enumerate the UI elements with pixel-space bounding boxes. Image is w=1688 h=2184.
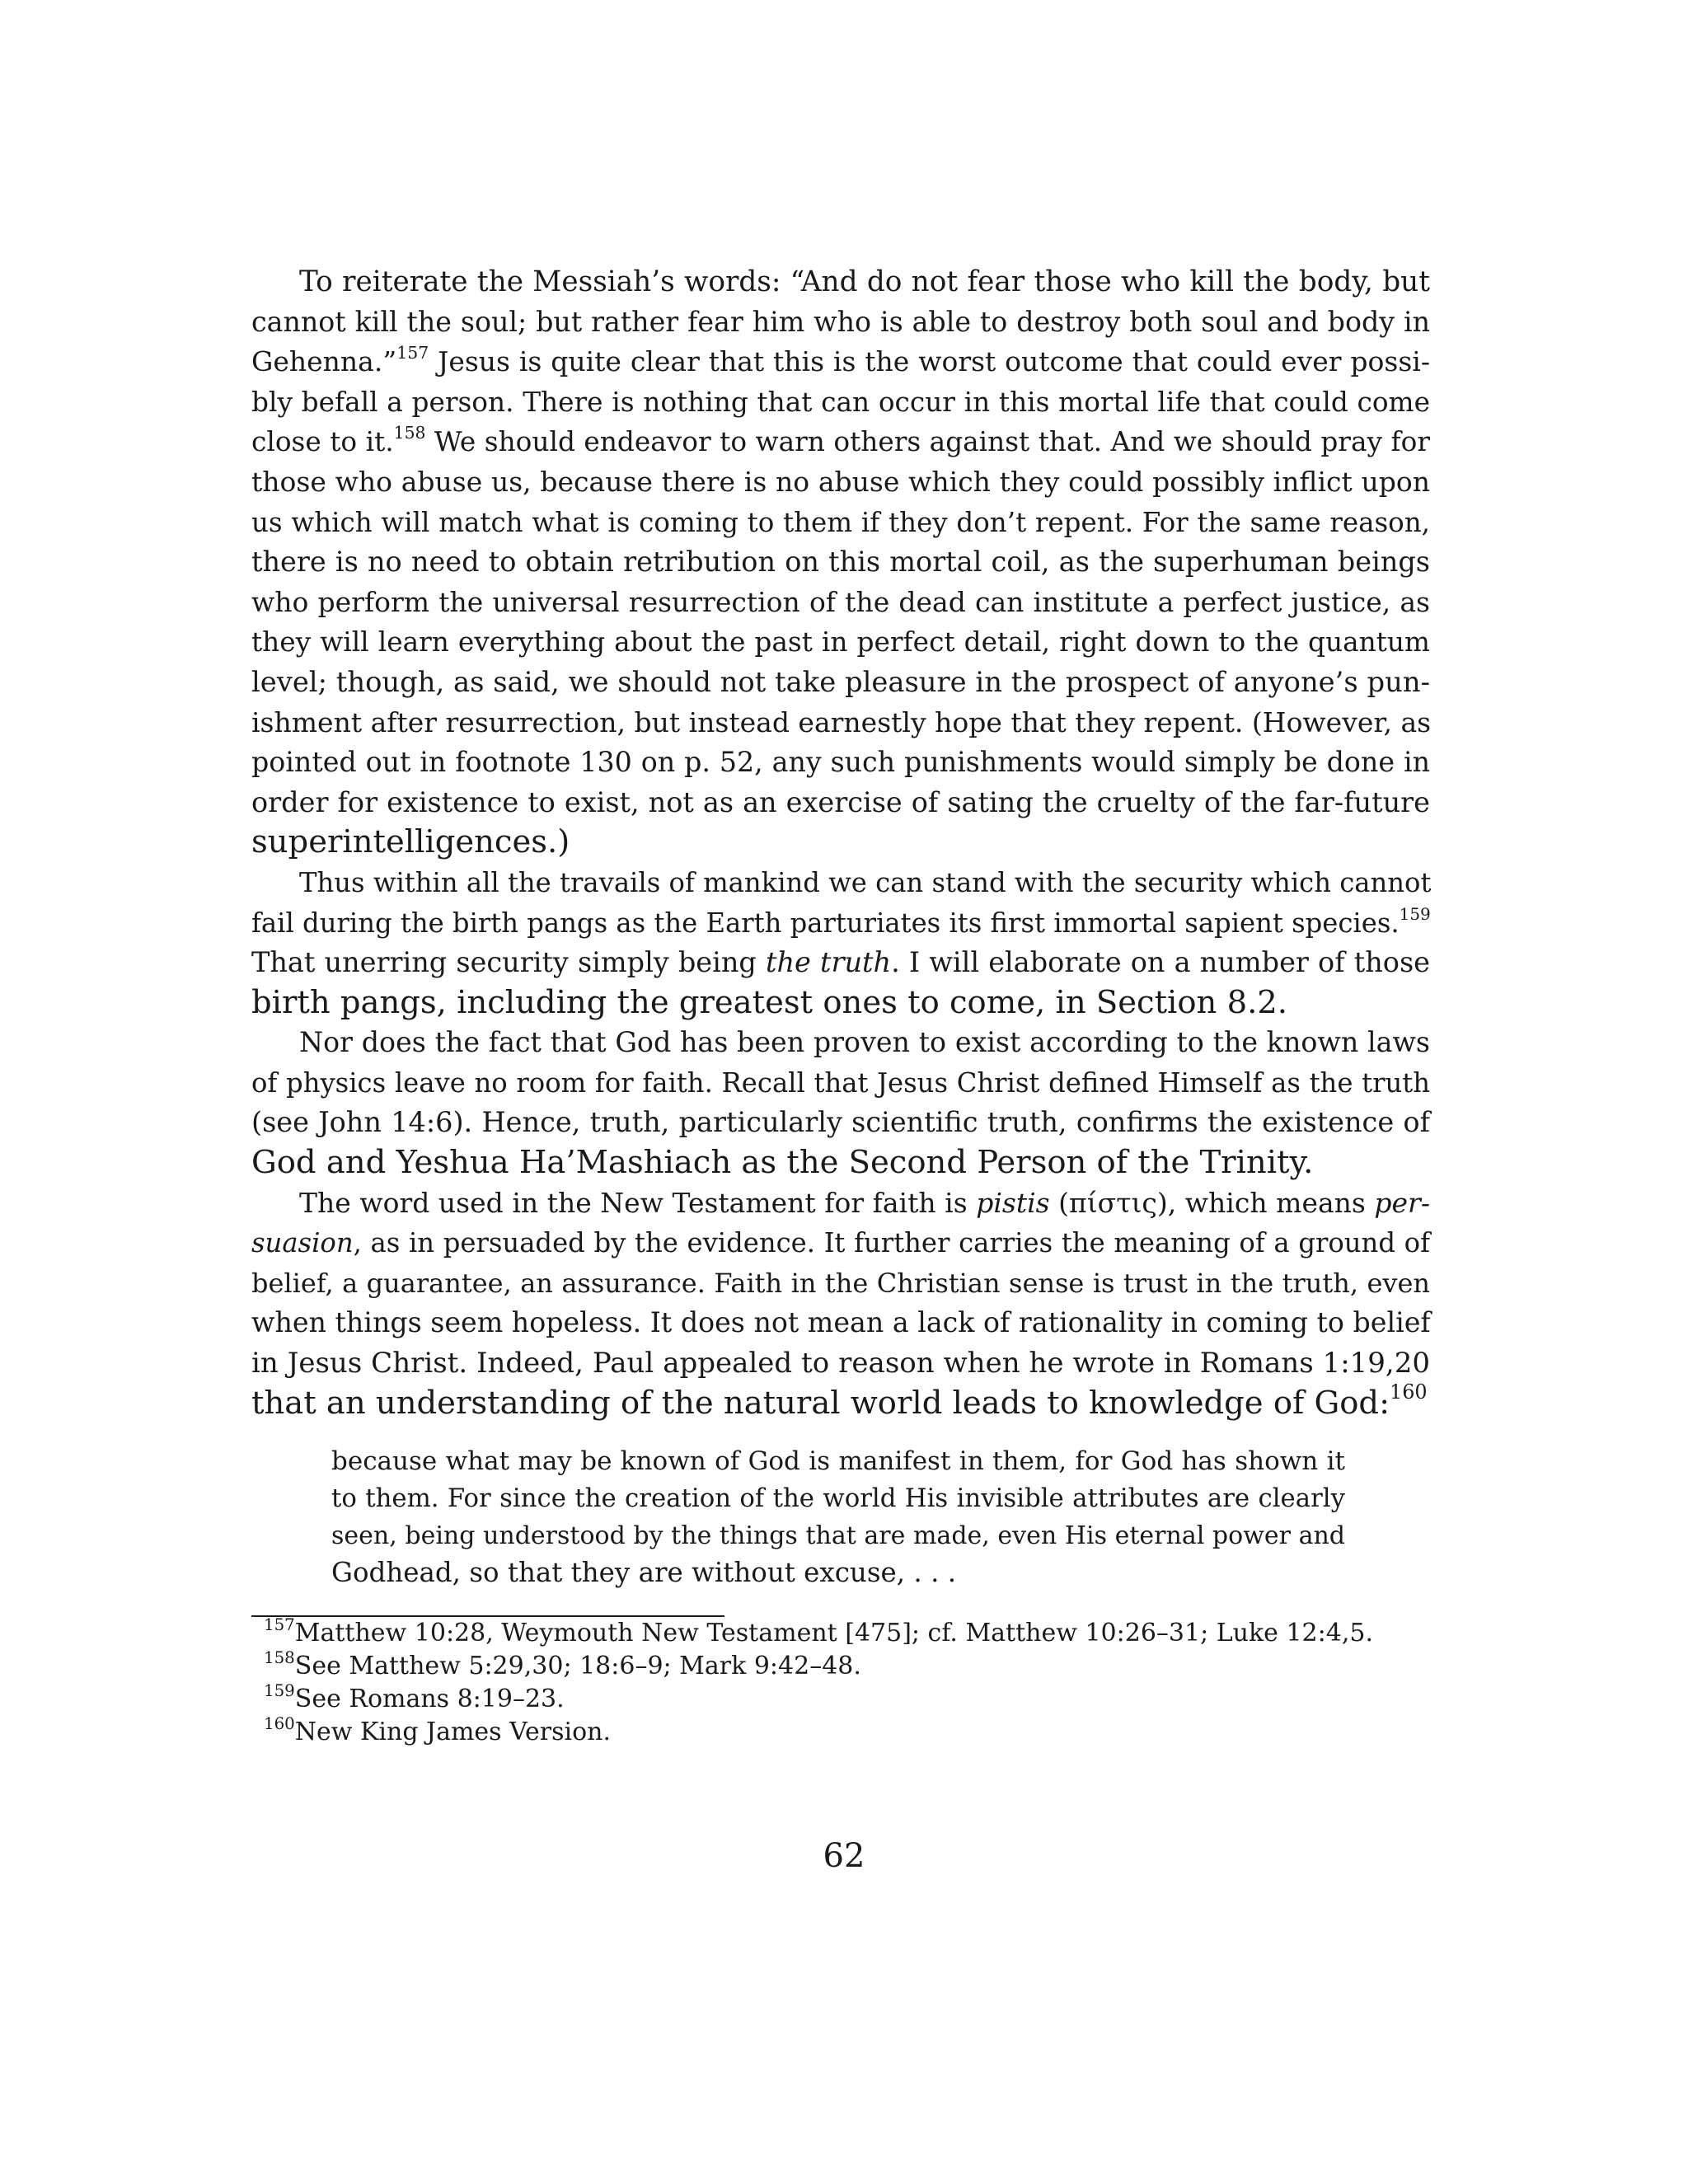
text-line: That unerring security simply being the truth. I will elaborate on a number of those [251, 946, 1430, 979]
text-line: Nor does the fact that God has been proven to exist according to the known laws [299, 1026, 1430, 1059]
text-line: Thus within all the travails of mankind we can stand with the security which cannot [299, 866, 1432, 898]
quote-line: Godhead, so that they are without excuse, . . . [331, 1557, 957, 1588]
text-line: when things seem hopeless. It does not mean a lack of rationality in coming to belief [251, 1306, 1431, 1339]
quote-line: to them. For since the creation of the world His invisible attributes are clearly [331, 1483, 1345, 1513]
text-line: us which will match what is coming to them if they don’t repent. For the same reason, [251, 506, 1430, 538]
text-line: close to it.$^{158}$ We should endeavor to warn others against that. And we should pray for [251, 423, 1430, 458]
text-line: (see John 14:6). Hence, truth, particularly scientific truth, confirms the existence of [251, 1106, 1430, 1139]
text-line: those who abuse us, because there is no abuse which they could possibly inflict upon [251, 465, 1430, 498]
text-line: pointed out in footnote 130 on p. 52, any such punishments would simply be done in [251, 746, 1430, 779]
text-line: cannot kill the soul; but rather fear him who is able to destroy both soul and body in [251, 305, 1430, 338]
text-line: belief, a guarantee, an assurance. Faith in the Christian sense is trust in the truth, even [251, 1267, 1430, 1299]
page-number: 62 [823, 1837, 865, 1875]
text-line: level; though, as said, we should not take pleasure in the prospect of anyone’s pun- [251, 665, 1430, 698]
text-line: ishment after resurrection, but instead earnestly hope that they repent. (However, as [251, 705, 1432, 738]
footnotes [264, 1617, 1373, 1749]
text-line: birth pangs, including the greatest ones to come, in Section 8.2. [251, 983, 1288, 1021]
text-line: The word used in the New Testament for faith is pistis (πίστις), which means per- [299, 1186, 1430, 1219]
text-line: bly befall a person. There is nothing that can occur in this mortal life that could come [251, 386, 1430, 418]
text-line: fail during the birth pangs as the Earth parturiates its first immortal sapient species.$^{159}$ [251, 903, 1431, 939]
text-line: there is no need to obtain retribution on this mortal coil, as the superhuman beings [251, 546, 1430, 579]
text-line: superintelligences.) [251, 823, 570, 861]
text-line: suasion, as in persuaded by the evidence. It further carries the meaning of a ground of [251, 1227, 1430, 1259]
footnote: $^{157}$Matthew 10:28, Weymouth New Testament [475]; cf. Matthew 10:26–31; Luke 12:4,5. [264, 1615, 1373, 1647]
block-quote [331, 1443, 1345, 1591]
main-text [251, 262, 1430, 1423]
text-line: Gehenna.”$^{157}$ Jesus is quite clear that this is the worst outcome that could ever possi- [251, 343, 1430, 378]
footnote: $^{159}$See Romans 8:19–23. [264, 1681, 565, 1713]
text-line: God and Yeshua Ha’Mashiach as the Second Person of the Trinity. [251, 1144, 1314, 1182]
footnote-ref-159[interactable]: 159 [1399, 903, 1431, 924]
quote-line: seen, being understood by the things that are made, even His eternal power and [331, 1521, 1345, 1550]
footnote: $^{160}$New King James Version. [264, 1714, 612, 1746]
footnote-ref-160[interactable]: 160 [1390, 1380, 1428, 1404]
footnote-ref-157[interactable]: 157 [396, 343, 429, 363]
text-line: they will learn everything about the past in perfect detail, right down to the quantum [251, 626, 1430, 658]
text-line: order for existence to exist, not as an exercise of sating the cruelty of the far-future [251, 785, 1430, 818]
text-line: of physics leave no room for faith. Recall that Jesus Christ defined Himself as the truth [251, 1066, 1430, 1099]
footnote-ref-158[interactable]: 158 [393, 423, 426, 443]
quote-line: because what may be known of God is manifest in them, for God has shown it [331, 1446, 1345, 1476]
footnote: $^{158}$See Matthew 5:29,30; 18:6–9; Mark 9:42–48. [264, 1648, 861, 1680]
text-line: who perform the universal resurrection of the dead can institute a perfect justice, as [251, 585, 1430, 618]
text-line: in Jesus Christ. Indeed, Paul appealed to reason when he wrote in Romans 1:19,20 [251, 1347, 1430, 1380]
text-line: that an understanding of the natural world leads to knowledge of God:$^{160}$ [251, 1380, 1428, 1422]
text-line: To reiterate the Messiah’s words: “And do not fear those who kill the body, but [299, 265, 1430, 298]
